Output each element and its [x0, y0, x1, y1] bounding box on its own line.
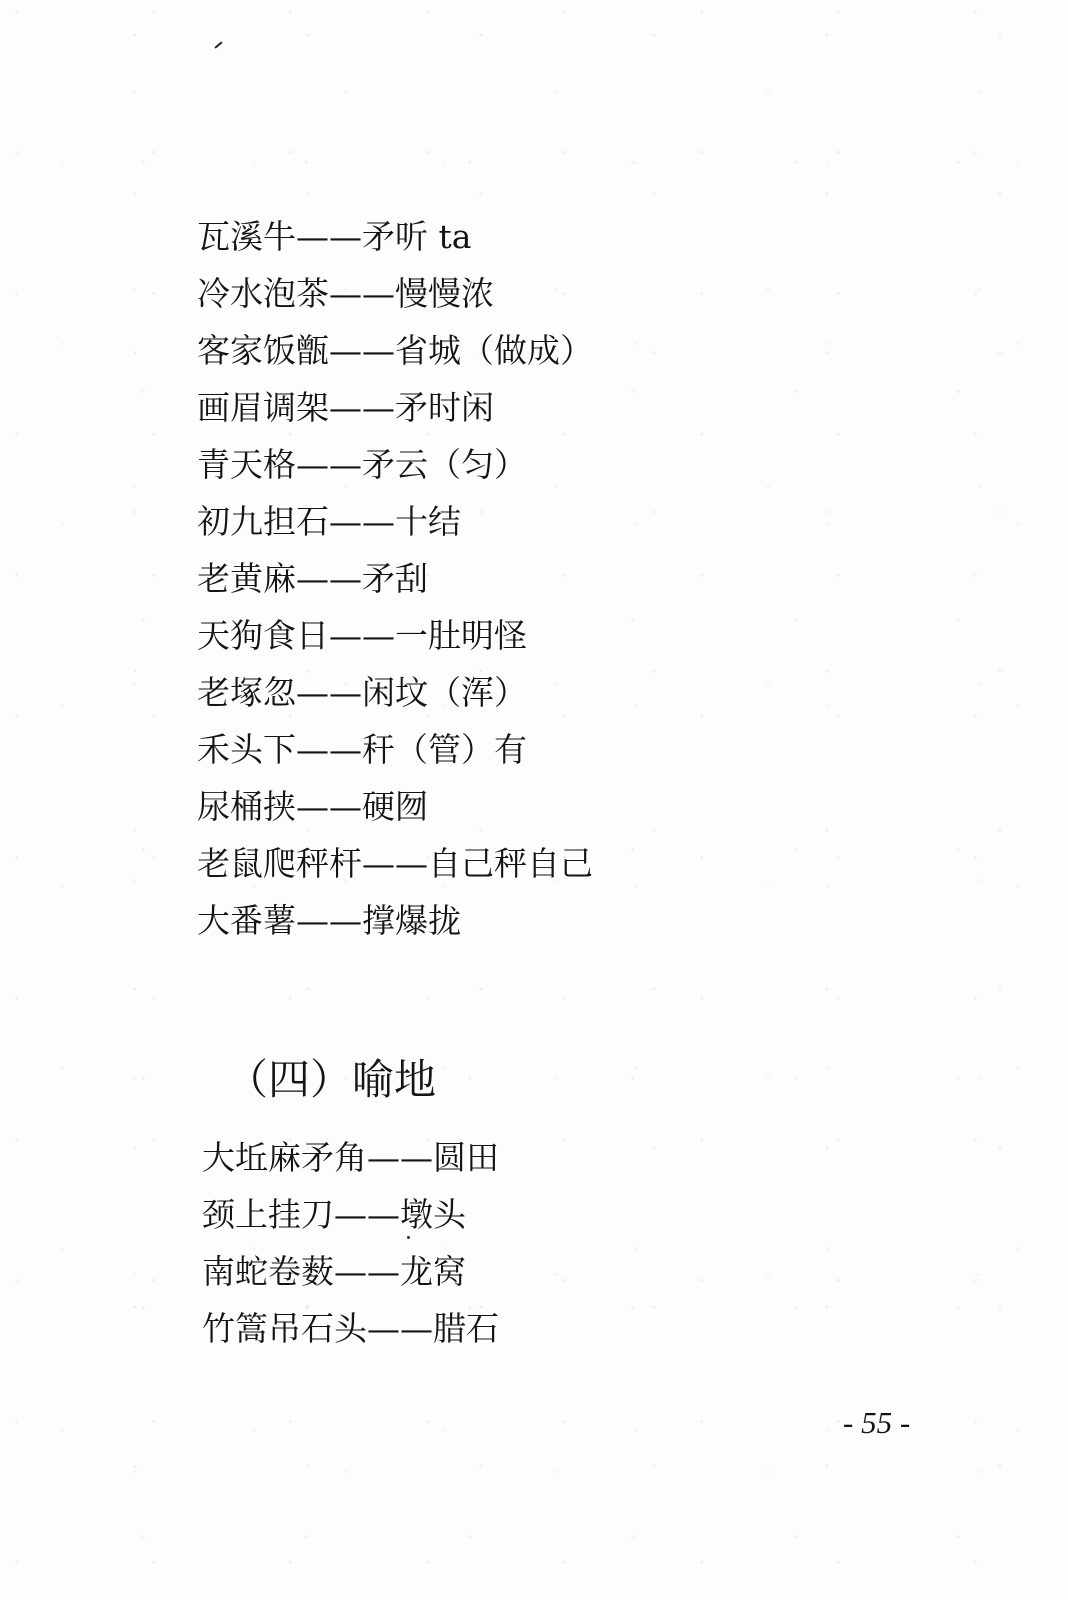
sayings-list-bottom: [202, 1129, 499, 1357]
saying-line: 颈上挂刀——墩头: [202, 1195, 466, 1234]
saying-line: 画眉调架——矛时闲: [197, 388, 494, 427]
sayings-list-top: [197, 208, 593, 949]
saying-line: 天狗食日——一肚明怪: [197, 616, 527, 655]
scan-mark: [214, 41, 222, 48]
saying-line: 竹篙吊石头——腊石: [202, 1309, 499, 1348]
saying-line: 初九担石——十结: [197, 502, 461, 541]
saying-line: 老鼠爬秤杆——自己秤自己: [197, 844, 593, 883]
scan-speck: [407, 1236, 410, 1239]
saying-line: 南蛇卷薮——龙窝: [202, 1252, 466, 1291]
saying-line: 老塚忽——闲坟（浑）: [197, 673, 527, 712]
saying-line: 大番薯——撑爆拢: [197, 901, 461, 940]
saying-line: 瓦溪牛——矛听 ta: [197, 217, 472, 256]
saying-line: 冷水泡茶——慢慢浓: [197, 274, 494, 313]
page-number: - 55 -: [843, 1405, 911, 1440]
saying-line: 尿桶挟——硬囫: [197, 787, 428, 826]
saying-line: 客家饭甑——省城（做成）: [197, 331, 593, 370]
saying-line: 青天格——矛云（匀）: [197, 445, 527, 484]
saying-line: 大坵麻矛角——圆田: [202, 1138, 499, 1177]
saying-line: 老黄麻——矛刮: [197, 559, 428, 598]
section-heading: （四）喻地: [226, 1055, 437, 1104]
saying-line: 禾头下——秆（管）有: [197, 730, 527, 769]
